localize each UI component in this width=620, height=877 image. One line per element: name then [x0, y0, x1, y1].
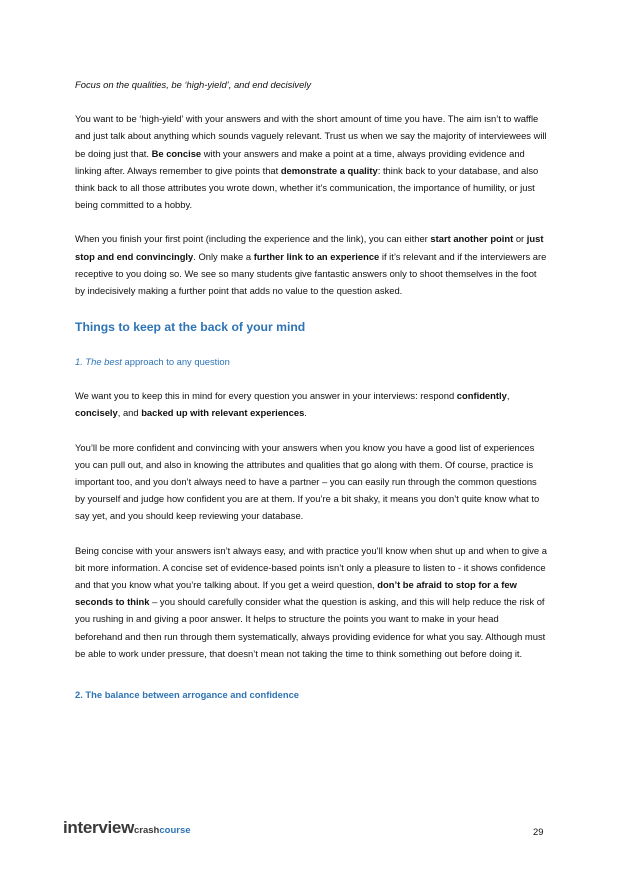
bold-run: start another point	[430, 233, 514, 245]
bold-run: Be concise	[151, 147, 202, 159]
bold-run: confidently	[456, 390, 507, 402]
page-number: 29	[533, 826, 544, 837]
paragraph-concise	[75, 542, 547, 662]
subheading-best-approach	[75, 354, 547, 370]
bold-run: backed up with relevant experiences	[141, 407, 305, 419]
paragraph-high-yield	[75, 110, 547, 213]
text-run: – you should carefully consider what the question is asking, and this will help reduce the risk of you rushing in and giving a poor answer. It helps to structure the points you want to make in your head beforehand and then run through them systematically, always providing evidence for what you say. Although must be able to work under pressure, that doesn’t mean not taking the time to think something out before doing it.	[75, 596, 546, 659]
bold-run: don’t be afraid to stop for a few seconds to think	[75, 579, 517, 608]
bold-run: concisely	[75, 407, 118, 419]
paragraph-first-point	[75, 230, 547, 299]
subheading-balance: 2. The balance between arrogance and confidence	[75, 689, 300, 701]
intro-heading: Focus on the qualities, be ‘high-yield’, and end decisively	[75, 79, 312, 90]
paragraph-confident: You’ll be more confident and convincing with your answers when you know you have a good list of experiences you can pull out, and also in knowing the attributes and qualities that go along with them. Of course, practice is important too, and you don’t always need to have a partner – you can easily run through the common questions by yourself and judge how confident you are at them. If you’re a bit shaky, it means you don’t quite know what to say yet, and you should keep reviewing your database.	[75, 441, 540, 522]
footer-logo	[63, 818, 191, 838]
text-run: Being concise with your answers isn’t always easy, and with practice you’ll know when shut up and when to give a bit more information. A concise set of evidence-based points isn’t only a pleasure to listen to - it shows confidence and that you know what you’re talking about. If you get a weird question,	[75, 544, 547, 591]
subheading-text: approach to any question	[121, 356, 230, 368]
text-run: . Only make a	[193, 250, 254, 262]
page-content	[75, 76, 547, 703]
bold-run: just stop and end convincingly	[75, 233, 544, 262]
logo-crash-text: crash	[134, 825, 160, 836]
subheading-number: 1. The best	[75, 356, 122, 368]
text-run: , and	[117, 407, 142, 419]
text-run: if it’s relevant and if the interviewers are receptive to you doing so. We see so many students give fantastic answers only to shoot themselves in the foot by indecisively making a further point that adds no value to the question asked.	[75, 250, 547, 297]
text-run: We want you to keep this in mind for every question you answer in your interviews: respond	[75, 390, 457, 402]
section-heading: Things to keep at the back of your mind	[75, 320, 306, 335]
text-run: ,	[506, 390, 510, 402]
text-run: .	[304, 407, 307, 419]
paragraph-respond	[75, 387, 547, 421]
logo-main-text: interview	[63, 818, 134, 837]
text-run: : think back to your database, and also think back to all those attributes you wrote down, whether it’s communication, the importance of humility, or just being committed to a hobby.	[75, 164, 539, 211]
text-run: You want to be ‘high-yield’ with your answers and with the short amount of time you have. The aim isn’t to waffle and just talk about anything which sounds vaguely relevant. Trust us when we say the majority of interviewees will be doing just that.	[75, 113, 547, 159]
text-run: with your answers and make a point at a time, always providing evidence and linking after. Always remember to give points that	[75, 147, 525, 176]
text-run: or	[513, 233, 527, 245]
logo-course-text: course	[159, 825, 191, 836]
bold-run: further link to an experience	[253, 250, 380, 262]
text-run: When you finish your first point (including the experience and the link), you can either	[75, 233, 431, 245]
bold-run: demonstrate a quality	[280, 164, 378, 176]
section-heading-wrap	[75, 319, 547, 335]
